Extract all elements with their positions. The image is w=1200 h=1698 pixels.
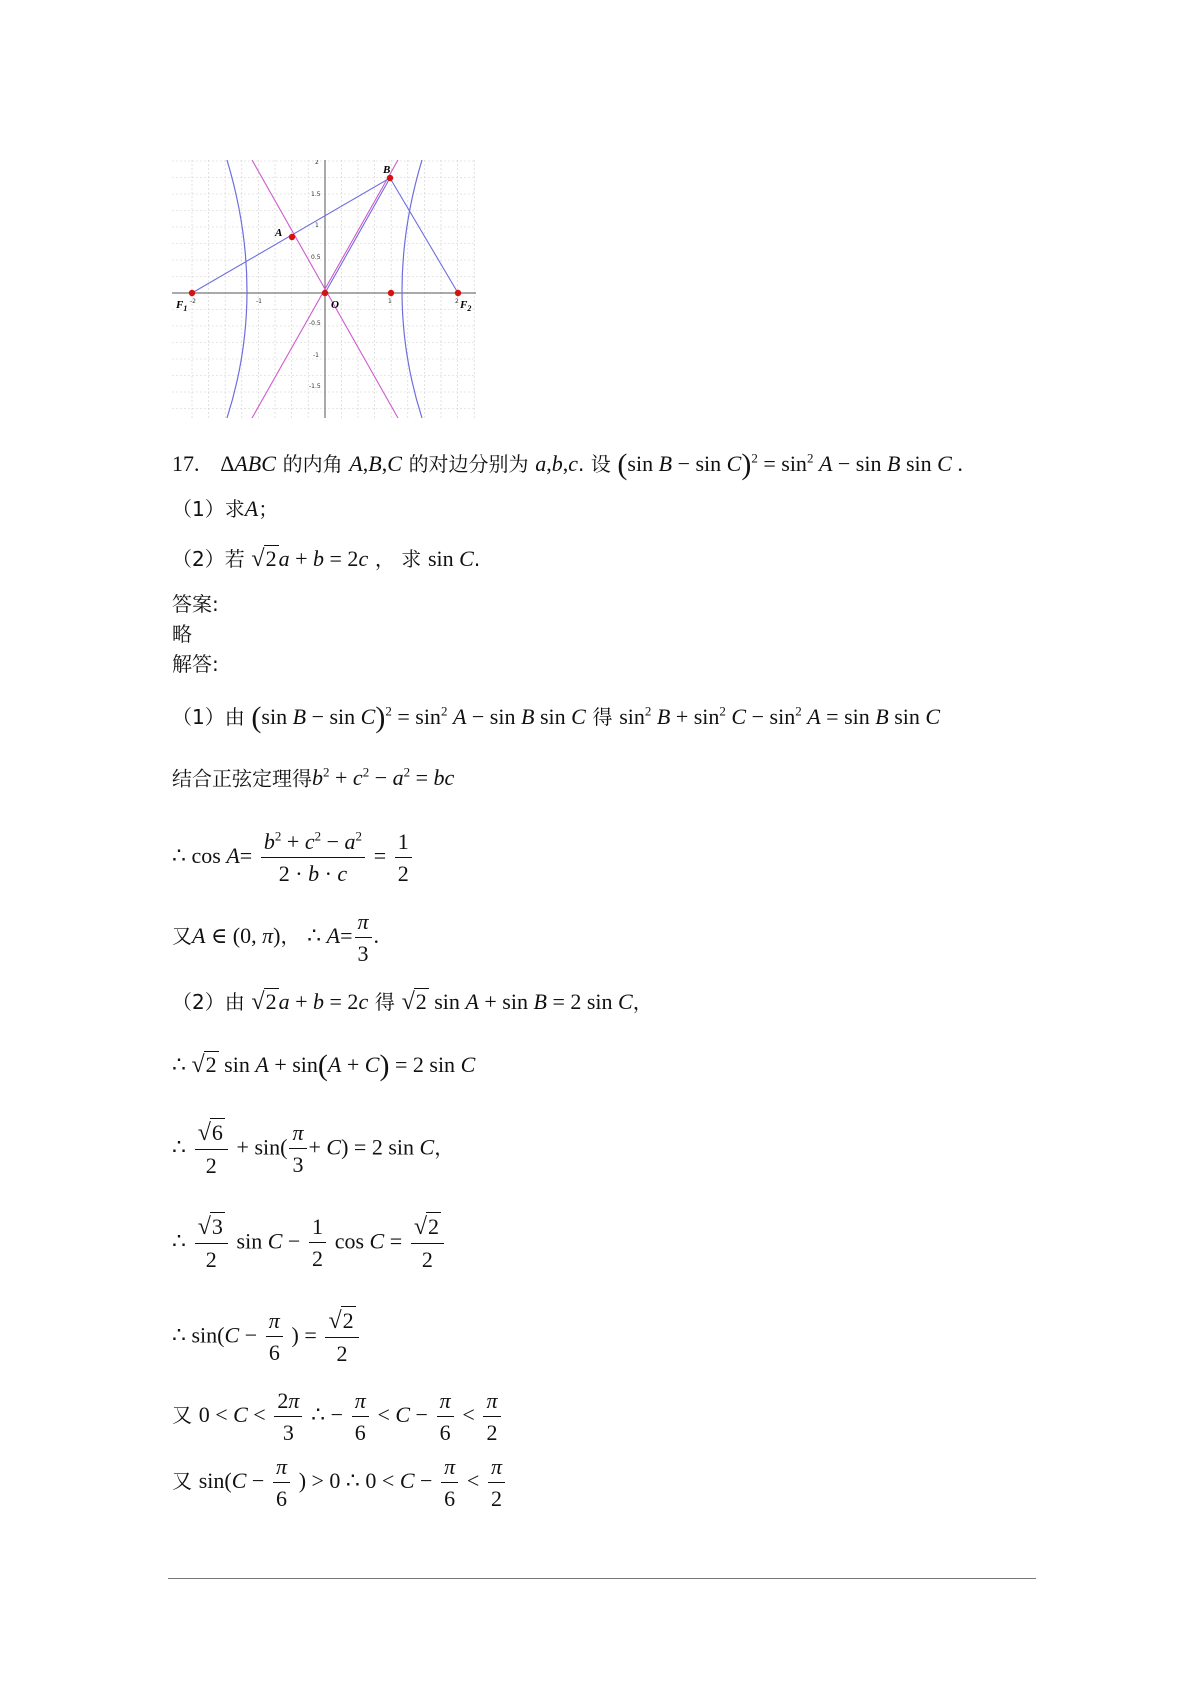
x-tick-label: 2 bbox=[455, 298, 459, 305]
y-tick-label: 1.5 bbox=[311, 191, 321, 198]
point-f1 bbox=[189, 290, 195, 296]
x-tick-label: -2 bbox=[190, 298, 196, 305]
solution-line-8: ∴ $\frac{√3}{2}$ sin C − $\frac{1}{2}$ cos C = $\frac{√2}{2}$ bbox=[172, 1212, 446, 1274]
y-tick-label: 0.5 bbox=[311, 254, 321, 261]
x-tick-label: -1 bbox=[256, 298, 262, 305]
point-o bbox=[322, 290, 328, 296]
problem-part1: （1）求A； bbox=[172, 496, 279, 521]
footer-rule bbox=[168, 1578, 1036, 1579]
stem-text-2: 的对边分别为 bbox=[408, 452, 529, 476]
point-vertex bbox=[388, 290, 394, 296]
segment-b-f2 bbox=[390, 178, 458, 293]
part2-label: （2）若 bbox=[172, 547, 245, 571]
solution-line-1: （1）由 (sin $B - \sin C)^2 = \sin^2 A - \sin B$ sin C 得 $\sin^2 B + \sin^2 C - \sin^2 A = \sin B$ sin C bbox=[172, 701, 941, 734]
hyperbola-right-branch bbox=[402, 160, 422, 418]
part1-end: ； bbox=[258, 497, 279, 521]
hyperbola-left-branch bbox=[227, 160, 247, 418]
hyperbola-figure bbox=[172, 160, 476, 418]
y-tick-label: -1.5 bbox=[309, 383, 321, 390]
y-tick-label: 1 bbox=[315, 222, 319, 229]
solution-line-2: 结合正弦定理得$b^2 + c^2 - a^2$ = bc bbox=[172, 765, 455, 791]
grid bbox=[172, 160, 476, 418]
x-tick-label: 1 bbox=[388, 298, 392, 305]
y-tick-label: -1 bbox=[313, 352, 319, 359]
point-f2 bbox=[455, 290, 461, 296]
point-a bbox=[289, 234, 295, 240]
problem-stem: 17. ΔABC 的内角 A,B,C 的对边分别为 a,b,c. 设 (sin $B - \sin C)^2 = \sin^2 A - \sin B$ sin C . bbox=[172, 448, 963, 481]
answer-label: 答案: bbox=[172, 592, 219, 616]
solution-line-3: ∴ cos A= $\frac{b^2 + c^2 - a^2}{2 \cdot b \cdot c}$ = $\frac{1}{2}$ bbox=[172, 828, 414, 887]
y-tick-label: 2 bbox=[315, 160, 319, 166]
solution-line-9: ∴ sin(C − $\frac{\pi}{6}$ ) = $\frac{√2}{2}$ bbox=[172, 1306, 361, 1368]
part1-label: （1）求 bbox=[172, 497, 245, 521]
y-tick-label: -0.5 bbox=[309, 320, 321, 327]
label-a: A bbox=[275, 227, 283, 239]
problem-part2: （2）若 √2a + b = 2c ， 求 sin C. bbox=[172, 546, 481, 572]
solution-line-7: ∴ $\frac{√6}{2}$ + sin( $\frac{\pi}{3}$ + C) = 2 sin C， bbox=[172, 1120, 455, 1178]
part2-mid: ， 求 bbox=[374, 547, 422, 571]
part2-end: . bbox=[473, 547, 481, 571]
label-f1: $F_1$ bbox=[176, 299, 188, 313]
solution-line-5: （2）由 √2a + b = 2c 得 √2 sin A + sin B = 2 sin C， bbox=[172, 989, 653, 1015]
problem-number: 17. bbox=[172, 451, 200, 476]
solution-line-6: ∴ √2 sin A + sin(A + C) = 2 sin C bbox=[172, 1049, 476, 1082]
solution-label: 解答: bbox=[172, 652, 219, 676]
stem-text-3: . 设 bbox=[578, 452, 611, 476]
stem-text-1: 的内角 bbox=[282, 452, 343, 476]
solution-line-4: 又A ∈ (0, π)， ∴ A= $\frac{\pi}{3}$ . bbox=[172, 909, 380, 966]
label-b: B bbox=[383, 164, 391, 176]
segment-o-b bbox=[325, 178, 390, 293]
label-f2: $F_2$ bbox=[460, 299, 472, 313]
answer-text: 略 bbox=[172, 622, 192, 646]
label-o: O bbox=[331, 299, 339, 311]
solution-line-10: 又 0 < C < $\frac{2\pi}{3}$ ∴ − $\frac{\pi}{6}$ < C − $\frac{\pi}{6}$ < $\frac{\pi}{2}$ bbox=[172, 1387, 503, 1446]
solution-line-11: 又 sin(C − $\frac{\pi}{6}$ ) > 0 ∴ 0 < C − $\frac{\pi}{6}$ < $\frac{\pi}{2}$ bbox=[172, 1453, 507, 1512]
